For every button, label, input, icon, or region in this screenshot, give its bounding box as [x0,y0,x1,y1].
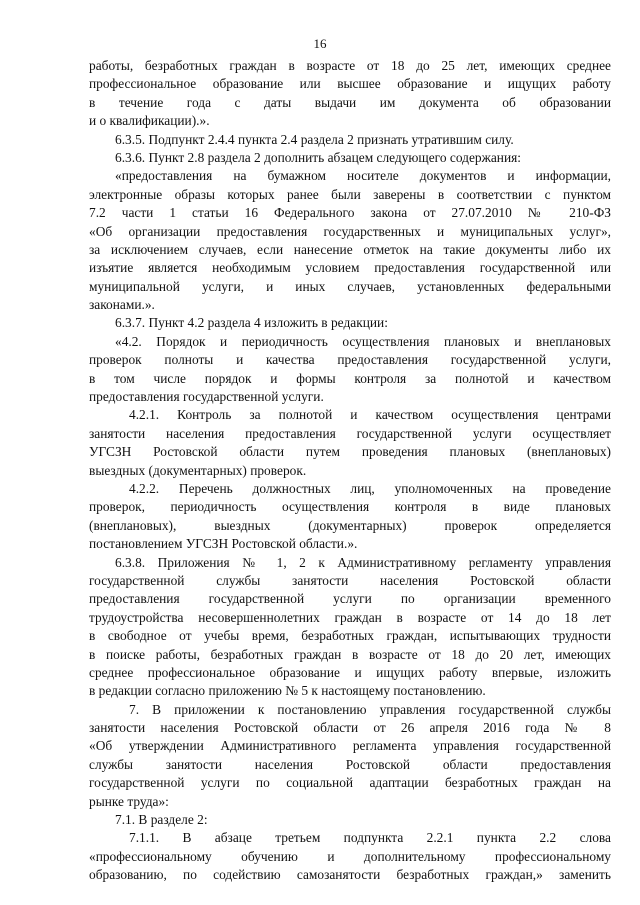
text-line: 6.3.6. Пункт 2.8 раздела 2 дополнить абзацем следующего содержания: [115,149,521,165]
text-line: образованию, по содействию самозанятости безработных граждан,» заменить [89,867,611,883]
text-line: законами.». [89,297,155,313]
text-line: 4.2.2. Перечень должностных лиц, уполномоченных на проведение [129,480,611,496]
text-line: предоставления государственной услуги по организации временного [89,591,611,607]
text-line: трудоустройства несовершеннолетних граждан в возрасте от 14 до 18 лет [89,609,611,625]
text-line: муниципальной услуги, и иных случаев, установленных федеральными [89,278,611,294]
text-line: службы занятости населения Ростовской области предоставления [89,756,611,772]
text-line: 7.1. В разделе 2: [115,812,208,828]
text-line: в свободное от учебы время, безработных граждан, испытывающих трудности [89,628,611,644]
text-line: выездных (документарных) проверок. [89,462,307,478]
text-line: 6.3.7. Пункт 4.2 раздела 4 изложить в редакции: [115,315,388,331]
text-line: среднее профессиональное образование и ищущих работу впервые, изложить [89,664,611,680]
text-line: «профессиональному обучению и дополнительному профессиональному [89,848,611,864]
text-line: в поиске работы, безработных граждан в возрасте от 18 до 20 лет, имеющих [89,646,611,662]
text-line: «предоставления на бумажном носителе документов и информации, [115,168,611,184]
text-line: 7.1.1. В абзаце третьем подпункта 2.2.1 пункта 2.2 слова [129,830,611,846]
text-line: государственной услуги по социальной адаптации безработных граждан на [89,775,611,791]
text-line: занятости населения предоставления государственной услуги осуществляет [89,425,611,441]
text-line: 7.2 части 1 статьи 16 Федерального закона от 27.07.2010 № 210-ФЗ [89,205,611,221]
text-line: работы, безработных граждан в возрасте от 18 до 25 лет, имеющих среднее [89,58,611,73]
text-line: «4.2. Порядок и периодичность осуществления плановых и внеплановых [115,333,611,349]
text-line: профессиональное образование или высшее образование и ищущих работу [89,76,611,92]
text-line: и о квалификации).». [89,113,210,129]
text-line: государственной службы занятости населения Ростовской области [89,572,611,588]
text-line: 4.2.1. Контроль за полнотой и качеством осуществления центрами [129,407,611,423]
text-line: в редакции согласно приложению № 5 к настоящему постановлению. [89,683,486,699]
text-line: в течение года с даты выдачи им документа об образовании [89,94,611,110]
text-line: рынке труда»: [89,793,169,809]
text-line: проверок, периодичность осуществления контроля в виде плановых [89,499,611,515]
text-line: занятости населения Ростовской области от 26 апреля 2016 года № 8 [89,720,611,736]
text-line: в том числе порядок и формы контроля за полнотой и качеством [89,370,611,386]
text-line: за исключением случаев, если нанесение отметок на такие документы либо их [89,241,611,257]
text-line: предоставления государственной услуги. [89,389,324,405]
text-line: «Об организации предоставления государственных и муниципальных услуг», [89,223,611,239]
text-line: электронные образы которых ранее были заверены в соответствии с пунктом [89,186,611,202]
document-body [89,57,611,885]
text-line: 7. В приложении к постановлению управления государственной службы [129,701,611,717]
text-line: (внеплановых), выездных (документарных) проверок определяется [89,517,611,533]
text-line: «Об утверждении Административного регламента управления государственной [89,738,611,754]
text-line: проверок полноты и качества предоставления государственной услуги, [89,352,611,368]
page-number: 16 [313,36,327,51]
text-line: постановлением УГСЗН Ростовской области.». [89,536,358,552]
text-line: 6.3.8. Приложения № 1, 2 к Административному регламенту управления [115,554,611,570]
text-line: 6.3.5. Подпункт 2.4.4 пункта 2.4 раздела 2 признать утратившим силу. [115,131,514,147]
text-line: УГСЗН Ростовской области путем проведения плановых (внеплановых) [89,444,611,460]
text-line: изъятие является необходимым условием предоставления государственной или [89,260,611,276]
